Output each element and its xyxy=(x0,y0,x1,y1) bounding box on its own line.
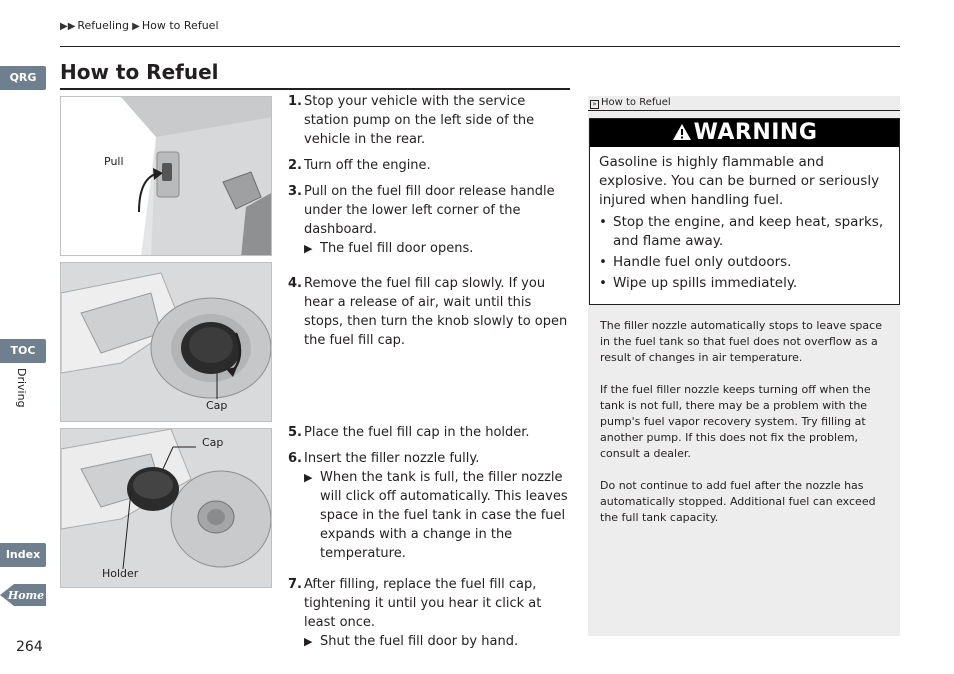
step-6 xyxy=(288,449,570,563)
steps-group-1 xyxy=(288,92,570,265)
step-2 xyxy=(288,156,570,175)
page-number: 264 xyxy=(16,639,43,655)
warning-banner xyxy=(590,119,899,147)
step-number: 7. xyxy=(288,577,302,592)
breadcrumb-link-how-to-refuel[interactable]: How to Refuel xyxy=(141,19,219,32)
tab-index[interactable]: Index xyxy=(0,543,46,567)
step-number: 5. xyxy=(288,425,302,440)
title-divider xyxy=(60,88,570,90)
home-label: Home xyxy=(7,589,45,602)
figure-cap-holder xyxy=(60,428,272,588)
steps-group-2 xyxy=(288,274,570,357)
warning-body xyxy=(590,147,899,293)
step-result-text: Shut the fuel fill door by hand. xyxy=(320,634,519,649)
step-result xyxy=(304,632,570,651)
fuel-cap-illustration xyxy=(61,263,272,422)
step-number: 3. xyxy=(288,184,302,199)
figure-fuel-cap xyxy=(60,262,272,422)
breadcrumb-arrow-icon: ▶▶ xyxy=(60,21,76,32)
warning-item: • Wipe up spills immediately. xyxy=(599,274,890,293)
tab-home[interactable] xyxy=(0,582,46,608)
step-result-text: The fuel fill door opens. xyxy=(320,241,474,256)
warning-intro: Gasoline is highly flammable and explosive. You can be burned or seriously injured when handling fuel. xyxy=(599,154,880,208)
result-arrow-icon: ▶ xyxy=(304,635,313,648)
panel-header-divider xyxy=(588,110,900,111)
note-paragraph-3: Do not continue to add fuel after the nozzle has automatically stopped. Additional fuel can exceed the full tank capacity. xyxy=(600,479,876,524)
step-3 xyxy=(288,182,570,258)
step-7 xyxy=(288,575,570,651)
panel-header-text: How to Refuel xyxy=(601,97,671,108)
home-icon xyxy=(0,582,46,608)
step-number: 1. xyxy=(288,94,302,109)
release-handle-illustration xyxy=(61,97,272,256)
cap-label: Cap xyxy=(206,399,228,412)
cap-holder-illustration xyxy=(61,429,272,588)
step-number: 2. xyxy=(288,158,302,173)
warning-item: • Handle fuel only outdoors. xyxy=(599,253,890,272)
breadcrumb xyxy=(60,19,219,32)
warning-box xyxy=(589,118,900,305)
step-1 xyxy=(288,92,570,149)
page-title: How to Refuel xyxy=(60,60,219,84)
warning-title: WARNING xyxy=(693,120,818,145)
step-5 xyxy=(288,423,570,442)
step-result xyxy=(304,239,570,258)
note-paragraph-2: If the fuel filler nozzle keeps turning off when the tank is not full, there may be a problem with the pump's fuel vapor recovery system. Try filling at another pump. If this does not fix the problem, consult a dealer. xyxy=(600,383,871,460)
step-number: 6. xyxy=(288,451,302,466)
result-arrow-icon: ▶ xyxy=(304,242,313,255)
result-arrow-icon: ▶ xyxy=(304,471,313,484)
section-label: Driving xyxy=(15,368,28,408)
step-text: Pull on the fuel fill door release handle under the lower left corner of the dashboard. xyxy=(304,184,555,237)
steps-group-3 xyxy=(288,423,570,658)
step-result-text: When the tank is full, the filler nozzle will click off automatically. This leaves space in the fuel tank in case the fuel expands with a change in the temperature. xyxy=(320,470,568,561)
cap-label-2: Cap xyxy=(202,436,224,449)
holder-label: Holder xyxy=(102,567,139,580)
header-divider xyxy=(60,46,900,47)
breadcrumb-arrow-icon: ▶ xyxy=(129,21,140,32)
warning-triangle-icon xyxy=(672,121,692,149)
step-text: Place the fuel fill cap in the holder. xyxy=(304,425,530,440)
step-number: 4. xyxy=(288,276,302,291)
step-text: Turn off the engine. xyxy=(304,158,431,173)
breadcrumb-link-refueling[interactable]: Refueling xyxy=(77,19,129,32)
step-text: Remove the fuel fill cap slowly. If you hear a release of air, wait until this stops, then turn the knob slowly to open the fuel fill cap. xyxy=(304,276,568,348)
tab-toc[interactable]: TOC xyxy=(0,339,46,363)
note-paragraph-1: The filler nozzle automatically stops to leave space in the fuel tank so that fuel does not overflow as a result of changes in air temperature. xyxy=(600,319,882,364)
step-4 xyxy=(288,274,570,350)
warning-list xyxy=(599,213,890,293)
warning-item: • Stop the engine, and keep heat, sparks, and flame away. xyxy=(599,213,890,251)
step-result xyxy=(304,468,570,563)
step-text: Stop your vehicle with the service station pump on the left side of the vehicle in the rear. xyxy=(304,94,535,147)
pull-label: Pull xyxy=(104,155,124,168)
tab-qrg[interactable]: QRG xyxy=(0,66,46,90)
reference-marker-icon: » xyxy=(590,100,599,109)
step-text: Insert the filler nozzle fully. xyxy=(304,451,480,466)
step-text: After filling, replace the fuel fill cap, tightening it until you hear it click at least once. xyxy=(304,577,542,630)
panel-header xyxy=(588,96,900,110)
figure-release-handle xyxy=(60,96,272,256)
